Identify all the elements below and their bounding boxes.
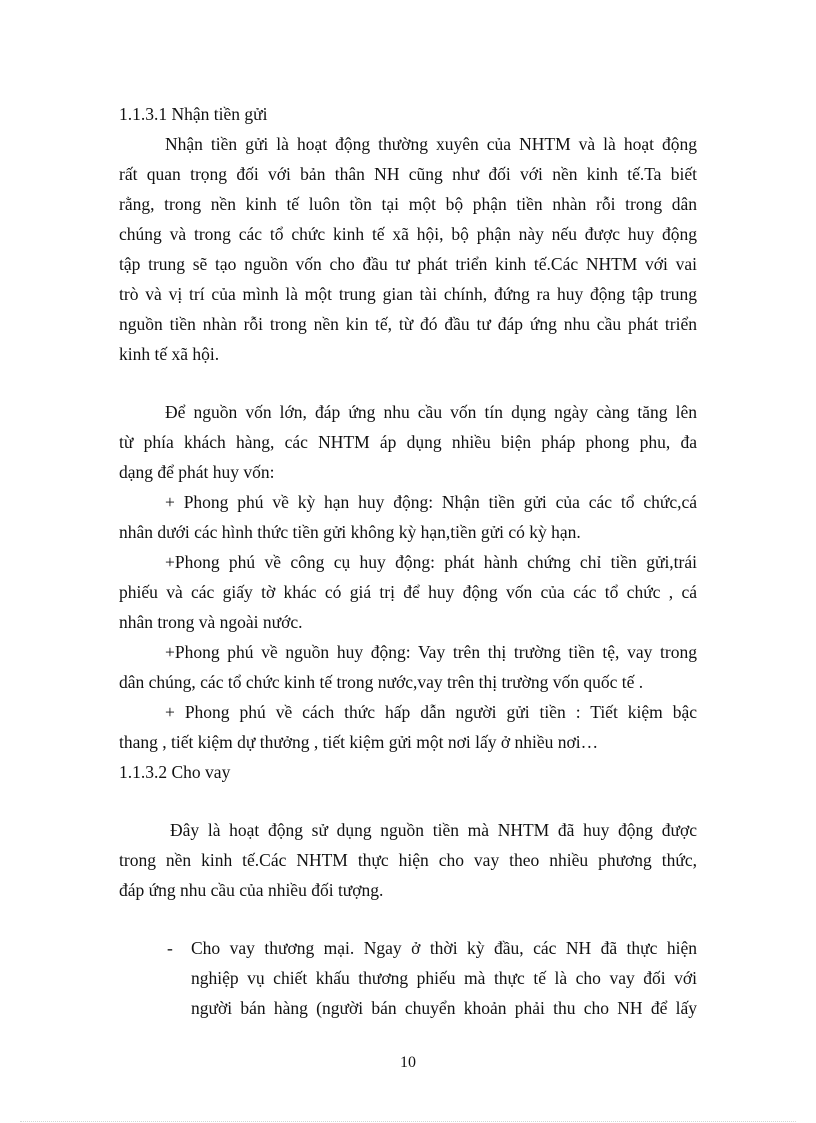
paragraph-line: tập trung sẽ tạo nguồn vốn cho đầu tư phát triển kinh tế.Các NHTM với vai bbox=[119, 254, 697, 274]
list-item-line: người bán hàng (người bán chuyển khoản phải thu cho NH để lấy bbox=[191, 998, 697, 1018]
list-item-line: Cho vay thương mại. Ngay ở thời kỳ đầu, các NH đã thực hiện bbox=[191, 938, 697, 958]
paragraph-line: dạng để phát huy vốn: bbox=[119, 462, 275, 482]
list-dash-marker: - bbox=[167, 938, 173, 958]
list-item-line: nghiệp vụ chiết khấu thương phiếu mà thực tế là cho vay đối với bbox=[191, 968, 697, 988]
paragraph-line: trò và vị trí của mình là một trung gian tài chính, đứng ra huy động tập trung bbox=[119, 284, 697, 304]
bullet-item-source: +Phong phú về nguồn huy động: Vay trên thị trường tiền tệ, vay trong bbox=[165, 642, 697, 662]
paragraph-line: chúng và trong các tổ chức kinh tế xã hội, bộ phận này nếu được huy động bbox=[119, 224, 697, 244]
bullet-item-term: + Phong phú về kỳ hạn huy động: Nhận tiền gửi của các tổ chức,cá bbox=[165, 492, 697, 512]
paragraph-line: đáp ứng nhu cầu của nhiều đối tượng. bbox=[119, 880, 384, 900]
bullet-item-attraction-cont: thang , tiết kiệm dự thưởng , tiết kiệm gửi một nơi lấy ở nhiều nơi… bbox=[119, 732, 599, 752]
paragraph-line: kinh tế xã hội. bbox=[119, 344, 220, 364]
bullet-item-instrument-cont: nhân trong và ngoài nước. bbox=[119, 612, 303, 632]
section-heading-1-1-3-1: 1.1.3.1 Nhận tiền gửi bbox=[119, 104, 268, 124]
bullet-item-source-cont: dân chúng, các tổ chức kinh tế trong nước,vay trên thị trường vốn quốc tế . bbox=[119, 672, 644, 692]
bullet-item-attraction: + Phong phú về cách thức hấp dẫn người gửi tiền : Tiết kiệm bậc bbox=[165, 702, 697, 722]
paragraph-line: Để nguồn vốn lớn, đáp ứng nhu cầu vốn tín dụng ngày càng tăng lên bbox=[165, 402, 697, 422]
paragraph-line: Nhận tiền gửi là hoạt động thường xuyên của NHTM và là hoạt động bbox=[165, 134, 697, 154]
paragraph-line: rất quan trọng đối với bản thân NH cũng như đối với nền kinh tế.Ta biết bbox=[119, 164, 697, 184]
bullet-item-term-cont: nhân dưới các hình thức tiền gửi không kỳ hạn,tiền gửi có kỳ hạn. bbox=[119, 522, 581, 542]
paragraph-line: Đây là hoạt động sử dụng nguồn tiền mà NHTM đã huy động được bbox=[170, 820, 697, 840]
paragraph-line: từ phía khách hàng, các NHTM áp dụng nhiều biện pháp phong phu, đa bbox=[119, 432, 697, 452]
section-heading-1-1-3-2: 1.1.3.2 Cho vay bbox=[119, 762, 231, 782]
page-bottom-divider bbox=[20, 1121, 796, 1122]
page-number: 10 bbox=[400, 1054, 416, 1071]
bullet-item-instrument-cont: phiếu và các giấy tờ khác có giá trị để huy động vốn của các tổ chức , cá bbox=[119, 582, 697, 602]
paragraph-line: nguồn tiền nhàn rỗi trong nền kin tế, từ đó đầu tư đáp ứng nhu cầu phát triển bbox=[119, 314, 697, 334]
paragraph-line: trong nền kinh tế.Các NHTM thực hiện cho vay theo nhiều phương thức, bbox=[119, 850, 697, 870]
bullet-item-instrument: +Phong phú về công cụ huy động: phát hành chứng chỉ tiền gửi,trái bbox=[165, 552, 697, 572]
paragraph-line: rằng, trong nền kinh tế luôn tồn tại một bộ phận tiền nhàn rỗi trong dân bbox=[119, 194, 697, 214]
